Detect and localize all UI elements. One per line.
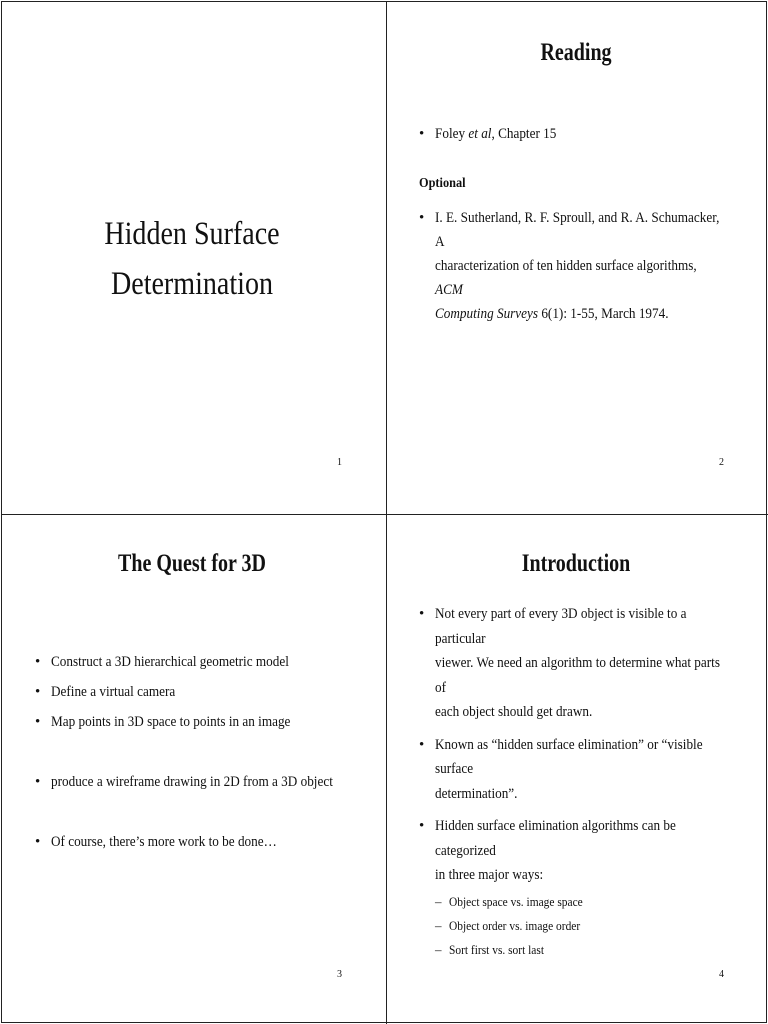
slide-4-sub-bullet-2: – Object order vs. image order xyxy=(435,914,764,938)
slide-4-bullet-1: • Not every part of every 3D object is visible to a particular viewer. We need an algorithm to determine what parts of each object should get drawn. xyxy=(419,602,764,725)
slide-4-page-number: 4 xyxy=(719,969,724,980)
slide-4 xyxy=(385,513,767,1023)
slide-4-title: Introduction xyxy=(521,550,631,577)
slide-3 xyxy=(1,513,383,1023)
slide-2-page-number: 2 xyxy=(719,457,724,468)
slide-1-title-line-2: Determination xyxy=(110,266,274,302)
slide-4-bullet-list xyxy=(419,602,764,962)
slide-1-title-line-1: Hidden Surface xyxy=(104,216,280,252)
slide-2-bullet-2: • I. E. Sutherland, R. F. Sproull, and R. A. Schumacker, A characterization of ten hidden surface algorithms, ACM Computing Surveys 6(1): 1-55, March 1974. xyxy=(419,206,764,326)
slide-3-bullet-list xyxy=(35,647,380,857)
slide-2-bullet-list xyxy=(419,122,759,146)
slide-4-bullet-2: • Known as “hidden surface elimination” or “visible surface determination”. xyxy=(419,733,764,807)
slide-4-sub-bullet-3: – Sort first vs. sort last xyxy=(435,938,764,962)
slide-4-bullet-3: • Hidden surface elimination algorithms can be categorized in three major ways: – Object space vs. image space – Object order vs. image order – Sort first vs. sort last xyxy=(419,814,764,962)
slide-3-page-number: 3 xyxy=(337,969,342,980)
slide-4-sub-list xyxy=(435,890,764,962)
slide-3-bullet-1: • Construct a 3D hierarchical geometric model xyxy=(35,647,380,677)
slide-2-reference-list xyxy=(419,206,764,326)
slide-3-bullet-5: • Of course, there’s more work to be done… xyxy=(35,827,380,857)
slide-1-page-number: 1 xyxy=(337,457,342,468)
slide-2-bullet-1: • Foley et al, Chapter 15 xyxy=(419,122,759,146)
slide-4-sub-bullet-1: – Object space vs. image space xyxy=(435,890,764,914)
slide-1-title xyxy=(30,209,355,309)
slide-3-bullet-3: • Map points in 3D space to points in an image xyxy=(35,707,380,737)
slide-2-title: Reading xyxy=(540,39,612,66)
slide-1 xyxy=(1,1,383,511)
slide-2-optional-label: Optional xyxy=(419,176,466,191)
slide-2 xyxy=(385,1,767,511)
slide-3-title: The Quest for 3D xyxy=(118,550,266,577)
slide-3-bullet-4: • produce a wireframe drawing in 2D from a 3D object xyxy=(35,767,380,797)
slide-3-bullet-2: • Define a virtual camera xyxy=(35,677,380,707)
